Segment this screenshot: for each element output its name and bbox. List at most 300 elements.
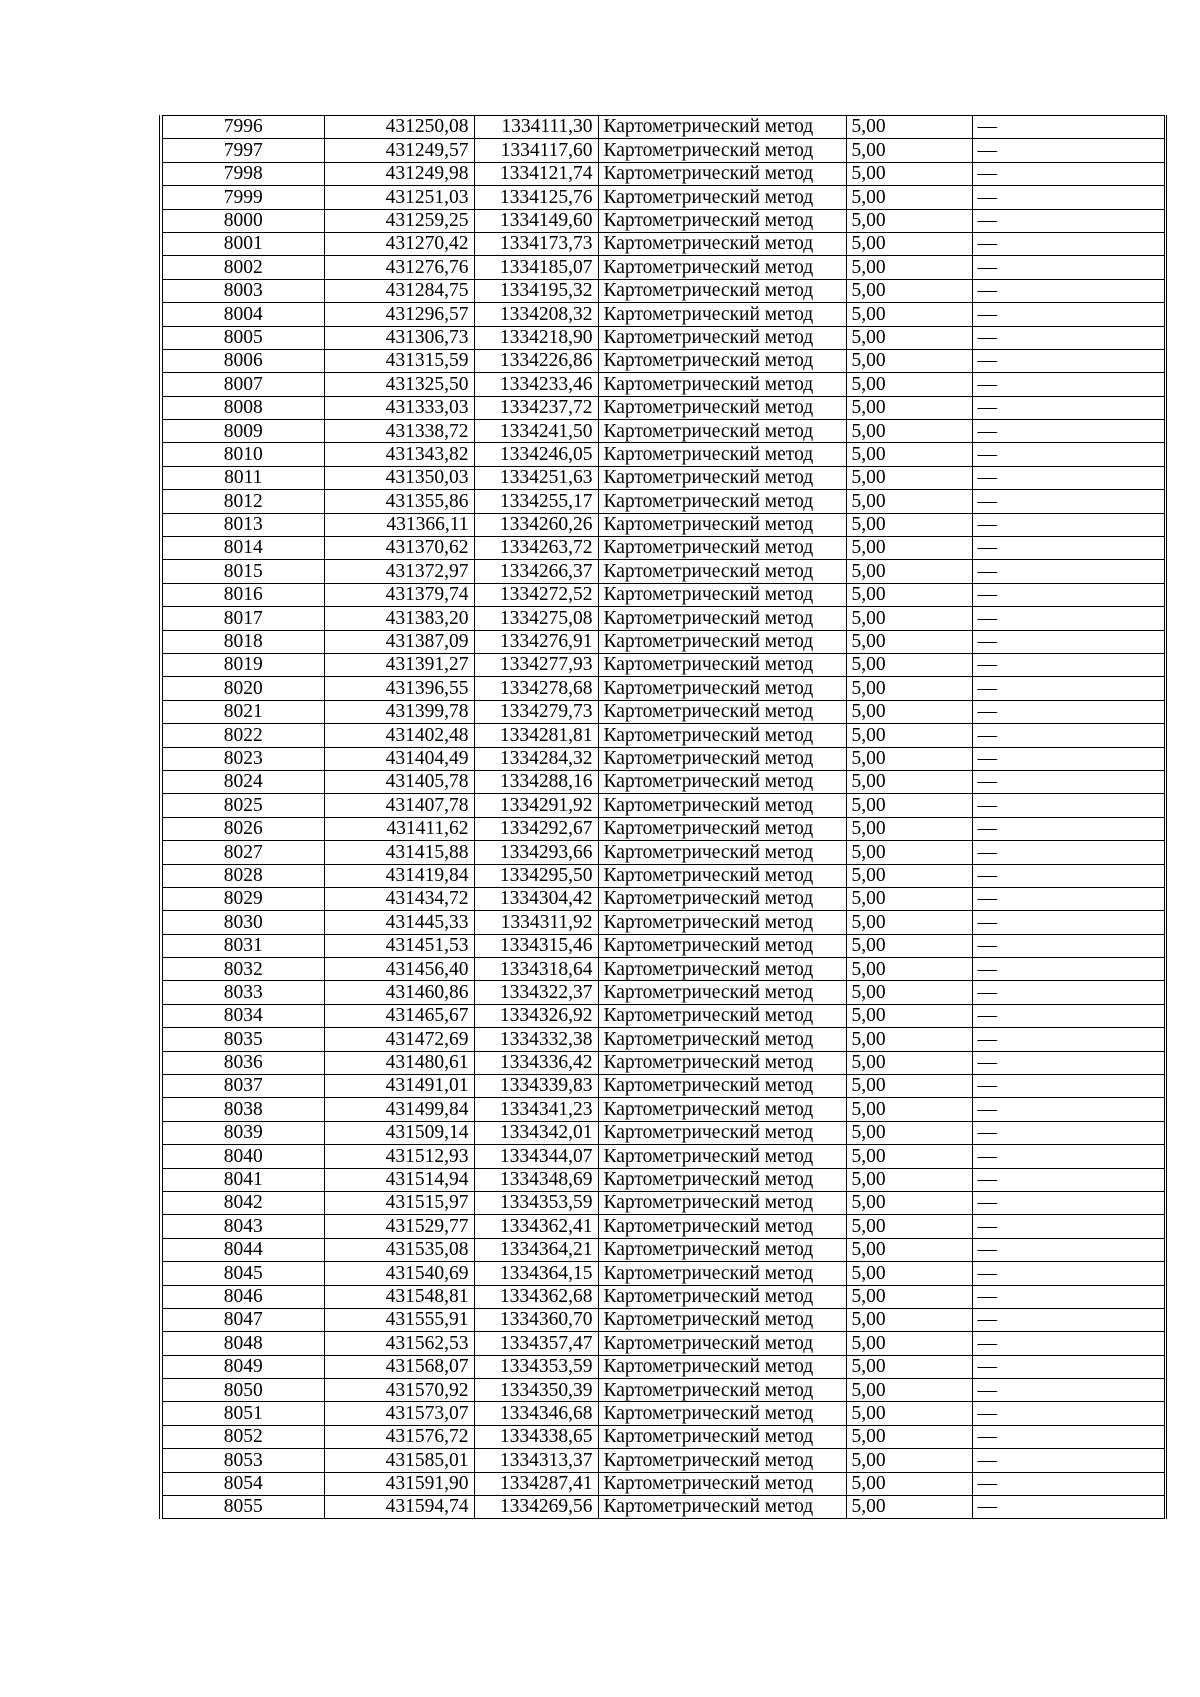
precision-cell: 5,00	[846, 1355, 972, 1378]
table-row	[161, 513, 1165, 536]
method-cell: Картометрический метод	[598, 1051, 846, 1074]
y-coordinate-cell: 1334292,67	[474, 817, 598, 840]
precision-cell: 5,00	[846, 232, 972, 255]
x-coordinate-cell: 431465,67	[324, 1004, 474, 1027]
precision-cell: 5,00	[846, 747, 972, 770]
table-row	[161, 279, 1165, 302]
table-row	[161, 981, 1165, 1004]
description-cell: —	[972, 279, 1165, 302]
method-cell: Картометрический метод	[598, 303, 846, 326]
description-cell: —	[972, 1425, 1165, 1448]
point-number-cell: 8019	[161, 653, 324, 676]
y-coordinate-cell: 1334277,93	[474, 653, 598, 676]
method-cell: Картометрический метод	[598, 1168, 846, 1191]
description-cell: —	[972, 1285, 1165, 1308]
table-row	[161, 1262, 1165, 1285]
y-coordinate-cell: 1334269,56	[474, 1496, 598, 1519]
precision-cell: 5,00	[846, 981, 972, 1004]
point-number-cell: 8009	[161, 420, 324, 443]
description-cell: —	[972, 934, 1165, 957]
description-cell: —	[972, 817, 1165, 840]
x-coordinate-cell: 431370,62	[324, 537, 474, 560]
y-coordinate-cell: 1334318,64	[474, 958, 598, 981]
point-number-cell: 8018	[161, 630, 324, 653]
point-number-cell: 8004	[161, 303, 324, 326]
point-number-cell: 8051	[161, 1402, 324, 1425]
method-cell: Картометрический метод	[598, 420, 846, 443]
description-cell: —	[972, 700, 1165, 723]
table-row	[161, 443, 1165, 466]
precision-cell: 5,00	[846, 934, 972, 957]
y-coordinate-cell: 1334287,41	[474, 1472, 598, 1495]
y-coordinate-cell: 1334293,66	[474, 841, 598, 864]
y-coordinate-cell: 1334341,23	[474, 1098, 598, 1121]
precision-cell: 5,00	[846, 1308, 972, 1331]
description-cell: —	[972, 747, 1165, 770]
table-row	[161, 1004, 1165, 1027]
description-cell: —	[972, 256, 1165, 279]
description-cell: —	[972, 139, 1165, 162]
x-coordinate-cell: 431259,25	[324, 209, 474, 232]
table-row	[161, 677, 1165, 700]
description-cell: —	[972, 1121, 1165, 1144]
method-cell: Картометрический метод	[598, 1191, 846, 1214]
table-row	[161, 817, 1165, 840]
point-number-cell: 8032	[161, 958, 324, 981]
x-coordinate-cell: 431366,11	[324, 513, 474, 536]
description-cell: —	[972, 770, 1165, 793]
x-coordinate-cell: 431391,27	[324, 653, 474, 676]
description-cell: —	[972, 958, 1165, 981]
precision-cell: 5,00	[846, 864, 972, 887]
description-cell: —	[972, 513, 1165, 536]
y-coordinate-cell: 1334251,63	[474, 466, 598, 489]
x-coordinate-cell: 431251,03	[324, 186, 474, 209]
precision-cell: 5,00	[846, 1449, 972, 1472]
table-row	[161, 162, 1165, 185]
precision-cell: 5,00	[846, 1285, 972, 1308]
description-cell: —	[972, 911, 1165, 934]
precision-cell: 5,00	[846, 1215, 972, 1238]
description-cell: —	[972, 162, 1165, 185]
point-number-cell: 8026	[161, 817, 324, 840]
method-cell: Картометрический метод	[598, 232, 846, 255]
description-cell: —	[972, 209, 1165, 232]
method-cell: Картометрический метод	[598, 560, 846, 583]
point-number-cell: 8038	[161, 1098, 324, 1121]
y-coordinate-cell: 1334364,15	[474, 1262, 598, 1285]
description-cell: —	[972, 677, 1165, 700]
point-number-cell: 8017	[161, 607, 324, 630]
table-row	[161, 560, 1165, 583]
y-coordinate-cell: 1334315,46	[474, 934, 598, 957]
precision-cell: 5,00	[846, 256, 972, 279]
point-number-cell: 8007	[161, 373, 324, 396]
description-cell: —	[972, 630, 1165, 653]
precision-cell: 5,00	[846, 466, 972, 489]
y-coordinate-cell: 1334311,92	[474, 911, 598, 934]
point-number-cell: 8005	[161, 326, 324, 349]
method-cell: Картометрический метод	[598, 630, 846, 653]
y-coordinate-cell: 1334246,05	[474, 443, 598, 466]
point-number-cell: 8015	[161, 560, 324, 583]
precision-cell: 5,00	[846, 116, 972, 139]
point-number-cell: 8035	[161, 1028, 324, 1051]
table-row	[161, 209, 1165, 232]
coordinates-table-body	[161, 116, 1165, 1519]
y-coordinate-cell: 1334304,42	[474, 887, 598, 910]
method-cell: Картометрический метод	[598, 466, 846, 489]
method-cell: Картометрический метод	[598, 373, 846, 396]
x-coordinate-cell: 431509,14	[324, 1121, 474, 1144]
x-coordinate-cell: 431555,91	[324, 1308, 474, 1331]
y-coordinate-cell: 1334275,08	[474, 607, 598, 630]
description-cell: —	[972, 607, 1165, 630]
x-coordinate-cell: 431445,33	[324, 911, 474, 934]
precision-cell: 5,00	[846, 209, 972, 232]
y-coordinate-cell: 1334295,50	[474, 864, 598, 887]
table-row	[161, 1402, 1165, 1425]
y-coordinate-cell: 1334121,74	[474, 162, 598, 185]
y-coordinate-cell: 1334281,81	[474, 724, 598, 747]
precision-cell: 5,00	[846, 841, 972, 864]
x-coordinate-cell: 431249,57	[324, 139, 474, 162]
method-cell: Картометрический метод	[598, 1472, 846, 1495]
point-number-cell: 8034	[161, 1004, 324, 1027]
point-number-cell: 8033	[161, 981, 324, 1004]
point-number-cell: 8000	[161, 209, 324, 232]
x-coordinate-cell: 431594,74	[324, 1496, 474, 1519]
description-cell: —	[972, 1496, 1165, 1519]
description-cell: —	[972, 1262, 1165, 1285]
x-coordinate-cell: 431404,49	[324, 747, 474, 770]
y-coordinate-cell: 1334362,41	[474, 1215, 598, 1238]
precision-cell: 5,00	[846, 1168, 972, 1191]
method-cell: Картометрический метод	[598, 349, 846, 372]
table-row	[161, 1238, 1165, 1261]
point-number-cell: 7999	[161, 186, 324, 209]
method-cell: Картометрический метод	[598, 116, 846, 139]
table-row	[161, 841, 1165, 864]
x-coordinate-cell: 431387,09	[324, 630, 474, 653]
table-row	[161, 303, 1165, 326]
method-cell: Картометрический метод	[598, 911, 846, 934]
precision-cell: 5,00	[846, 887, 972, 910]
method-cell: Картометрический метод	[598, 1004, 846, 1027]
description-cell: —	[972, 186, 1165, 209]
point-number-cell: 8042	[161, 1191, 324, 1214]
method-cell: Картометрический метод	[598, 139, 846, 162]
method-cell: Картометрический метод	[598, 396, 846, 419]
precision-cell: 5,00	[846, 724, 972, 747]
x-coordinate-cell: 431411,62	[324, 817, 474, 840]
point-number-cell: 8025	[161, 794, 324, 817]
table-row	[161, 1496, 1165, 1519]
precision-cell: 5,00	[846, 1379, 972, 1402]
precision-cell: 5,00	[846, 443, 972, 466]
precision-cell: 5,00	[846, 677, 972, 700]
y-coordinate-cell: 1334353,59	[474, 1191, 598, 1214]
table-row	[161, 770, 1165, 793]
x-coordinate-cell: 431415,88	[324, 841, 474, 864]
table-row	[161, 1121, 1165, 1144]
table-row	[161, 958, 1165, 981]
table-row	[161, 1472, 1165, 1495]
table-row	[161, 1425, 1165, 1448]
point-number-cell: 8050	[161, 1379, 324, 1402]
method-cell: Картометрический метод	[598, 1098, 846, 1121]
method-cell: Картометрический метод	[598, 1379, 846, 1402]
description-cell: —	[972, 981, 1165, 1004]
description-cell: —	[972, 466, 1165, 489]
point-number-cell: 8010	[161, 443, 324, 466]
table-row	[161, 1449, 1165, 1472]
point-number-cell: 8039	[161, 1121, 324, 1144]
precision-cell: 5,00	[846, 1075, 972, 1098]
table-row	[161, 864, 1165, 887]
method-cell: Картометрический метод	[598, 653, 846, 676]
method-cell: Картометрический метод	[598, 443, 846, 466]
precision-cell: 5,00	[846, 958, 972, 981]
description-cell: —	[972, 1028, 1165, 1051]
description-cell: —	[972, 1145, 1165, 1168]
x-coordinate-cell: 431451,53	[324, 934, 474, 957]
point-number-cell: 8044	[161, 1238, 324, 1261]
x-coordinate-cell: 431512,93	[324, 1145, 474, 1168]
x-coordinate-cell: 431315,59	[324, 349, 474, 372]
precision-cell: 5,00	[846, 1262, 972, 1285]
description-cell: —	[972, 1332, 1165, 1355]
point-number-cell: 8047	[161, 1308, 324, 1331]
table-row	[161, 911, 1165, 934]
x-coordinate-cell: 431480,61	[324, 1051, 474, 1074]
x-coordinate-cell: 431372,97	[324, 560, 474, 583]
method-cell: Картометрический метод	[598, 817, 846, 840]
method-cell: Картометрический метод	[598, 583, 846, 606]
y-coordinate-cell: 1334241,50	[474, 420, 598, 443]
precision-cell: 5,00	[846, 1425, 972, 1448]
point-number-cell: 8016	[161, 583, 324, 606]
x-coordinate-cell: 431576,72	[324, 1425, 474, 1448]
method-cell: Картометрический метод	[598, 958, 846, 981]
description-cell: —	[972, 1308, 1165, 1331]
method-cell: Картометрический метод	[598, 700, 846, 723]
method-cell: Картометрический метод	[598, 770, 846, 793]
method-cell: Картометрический метод	[598, 981, 846, 1004]
y-coordinate-cell: 1334350,39	[474, 1379, 598, 1402]
y-coordinate-cell: 1334263,72	[474, 537, 598, 560]
table-row	[161, 1215, 1165, 1238]
precision-cell: 5,00	[846, 303, 972, 326]
description-cell: —	[972, 1168, 1165, 1191]
method-cell: Картометрический метод	[598, 1308, 846, 1331]
x-coordinate-cell: 431591,90	[324, 1472, 474, 1495]
precision-cell: 5,00	[846, 1028, 972, 1051]
table-row	[161, 1051, 1165, 1074]
precision-cell: 5,00	[846, 560, 972, 583]
point-number-cell: 8002	[161, 256, 324, 279]
y-coordinate-cell: 1334149,60	[474, 209, 598, 232]
description-cell: —	[972, 864, 1165, 887]
point-number-cell: 8052	[161, 1425, 324, 1448]
point-number-cell: 8008	[161, 396, 324, 419]
y-coordinate-cell: 1334279,73	[474, 700, 598, 723]
description-cell: —	[972, 887, 1165, 910]
method-cell: Картометрический метод	[598, 209, 846, 232]
precision-cell: 5,00	[846, 1472, 972, 1495]
precision-cell: 5,00	[846, 420, 972, 443]
x-coordinate-cell: 431284,75	[324, 279, 474, 302]
x-coordinate-cell: 431570,92	[324, 1379, 474, 1402]
table-row	[161, 1308, 1165, 1331]
method-cell: Картометрический метод	[598, 1262, 846, 1285]
table-row	[161, 490, 1165, 513]
method-cell: Картометрический метод	[598, 1285, 846, 1308]
y-coordinate-cell: 1334362,68	[474, 1285, 598, 1308]
precision-cell: 5,00	[846, 1238, 972, 1261]
precision-cell: 5,00	[846, 794, 972, 817]
point-number-cell: 8054	[161, 1472, 324, 1495]
point-number-cell: 7996	[161, 116, 324, 139]
method-cell: Картометрический метод	[598, 864, 846, 887]
point-number-cell: 8001	[161, 232, 324, 255]
y-coordinate-cell: 1334336,42	[474, 1051, 598, 1074]
x-coordinate-cell: 431585,01	[324, 1449, 474, 1472]
precision-cell: 5,00	[846, 186, 972, 209]
point-number-cell: 8023	[161, 747, 324, 770]
point-number-cell: 8027	[161, 841, 324, 864]
precision-cell: 5,00	[846, 1098, 972, 1121]
table-row	[161, 420, 1165, 443]
x-coordinate-cell: 431434,72	[324, 887, 474, 910]
method-cell: Картометрический метод	[598, 279, 846, 302]
method-cell: Картометрический метод	[598, 607, 846, 630]
method-cell: Картометрический метод	[598, 1028, 846, 1051]
method-cell: Картометрический метод	[598, 934, 846, 957]
point-number-cell: 8055	[161, 1496, 324, 1519]
y-coordinate-cell: 1334339,83	[474, 1075, 598, 1098]
precision-cell: 5,00	[846, 770, 972, 793]
precision-cell: 5,00	[846, 630, 972, 653]
y-coordinate-cell: 1334342,01	[474, 1121, 598, 1144]
y-coordinate-cell: 1334173,73	[474, 232, 598, 255]
description-cell: —	[972, 537, 1165, 560]
x-coordinate-cell: 431562,53	[324, 1332, 474, 1355]
method-cell: Картометрический метод	[598, 887, 846, 910]
description-cell: —	[972, 420, 1165, 443]
description-cell: —	[972, 1472, 1165, 1495]
description-cell: —	[972, 1449, 1165, 1472]
method-cell: Картометрический метод	[598, 537, 846, 560]
method-cell: Картометрический метод	[598, 1075, 846, 1098]
precision-cell: 5,00	[846, 607, 972, 630]
method-cell: Картометрический метод	[598, 162, 846, 185]
table-row	[161, 1332, 1165, 1355]
y-coordinate-cell: 1334218,90	[474, 326, 598, 349]
y-coordinate-cell: 1334278,68	[474, 677, 598, 700]
table-row	[161, 466, 1165, 489]
point-number-cell: 8014	[161, 537, 324, 560]
point-number-cell: 8020	[161, 677, 324, 700]
point-number-cell: 8049	[161, 1355, 324, 1378]
y-coordinate-cell: 1334348,69	[474, 1168, 598, 1191]
point-number-cell: 8053	[161, 1449, 324, 1472]
method-cell: Картометрический метод	[598, 1238, 846, 1261]
y-coordinate-cell: 1334195,32	[474, 279, 598, 302]
description-cell: —	[972, 443, 1165, 466]
description-cell: —	[972, 1379, 1165, 1402]
table-row	[161, 1075, 1165, 1098]
point-number-cell: 8024	[161, 770, 324, 793]
point-number-cell: 8040	[161, 1145, 324, 1168]
table-row	[161, 794, 1165, 817]
table-row	[161, 1098, 1165, 1121]
x-coordinate-cell: 431456,40	[324, 958, 474, 981]
table-row	[161, 583, 1165, 606]
point-number-cell: 8029	[161, 887, 324, 910]
table-row	[161, 1168, 1165, 1191]
description-cell: —	[972, 1098, 1165, 1121]
precision-cell: 5,00	[846, 513, 972, 536]
y-coordinate-cell: 1334284,32	[474, 747, 598, 770]
y-coordinate-cell: 1334272,52	[474, 583, 598, 606]
precision-cell: 5,00	[846, 1402, 972, 1425]
method-cell: Картометрический метод	[598, 747, 846, 770]
y-coordinate-cell: 1334226,86	[474, 349, 598, 372]
x-coordinate-cell: 431515,97	[324, 1191, 474, 1214]
precision-cell: 5,00	[846, 1051, 972, 1074]
description-cell: —	[972, 490, 1165, 513]
table-row	[161, 630, 1165, 653]
point-number-cell: 8012	[161, 490, 324, 513]
x-coordinate-cell: 431407,78	[324, 794, 474, 817]
description-cell: —	[972, 349, 1165, 372]
point-number-cell: 7998	[161, 162, 324, 185]
precision-cell: 5,00	[846, 1496, 972, 1519]
precision-cell: 5,00	[846, 1004, 972, 1027]
method-cell: Картометрический метод	[598, 513, 846, 536]
table-row	[161, 1355, 1165, 1378]
table-row	[161, 139, 1165, 162]
method-cell: Картометрический метод	[598, 794, 846, 817]
y-coordinate-cell: 1334117,60	[474, 139, 598, 162]
y-coordinate-cell: 1334111,30	[474, 116, 598, 139]
description-cell: —	[972, 560, 1165, 583]
method-cell: Картометрический метод	[598, 1145, 846, 1168]
y-coordinate-cell: 1334291,92	[474, 794, 598, 817]
table-row	[161, 1191, 1165, 1214]
x-coordinate-cell: 431379,74	[324, 583, 474, 606]
method-cell: Картометрический метод	[598, 1449, 846, 1472]
y-coordinate-cell: 1334313,37	[474, 1449, 598, 1472]
y-coordinate-cell: 1334237,72	[474, 396, 598, 419]
table-row	[161, 1145, 1165, 1168]
y-coordinate-cell: 1334125,76	[474, 186, 598, 209]
description-cell: —	[972, 116, 1165, 139]
point-number-cell: 8048	[161, 1332, 324, 1355]
method-cell: Картометрический метод	[598, 1215, 846, 1238]
point-number-cell: 8046	[161, 1285, 324, 1308]
x-coordinate-cell: 431540,69	[324, 1262, 474, 1285]
description-cell: —	[972, 653, 1165, 676]
description-cell: —	[972, 841, 1165, 864]
x-coordinate-cell: 431350,03	[324, 466, 474, 489]
method-cell: Картометрический метод	[598, 1355, 846, 1378]
x-coordinate-cell: 431355,86	[324, 490, 474, 513]
y-coordinate-cell: 1334338,65	[474, 1425, 598, 1448]
table-row	[161, 326, 1165, 349]
point-number-cell: 8036	[161, 1051, 324, 1074]
